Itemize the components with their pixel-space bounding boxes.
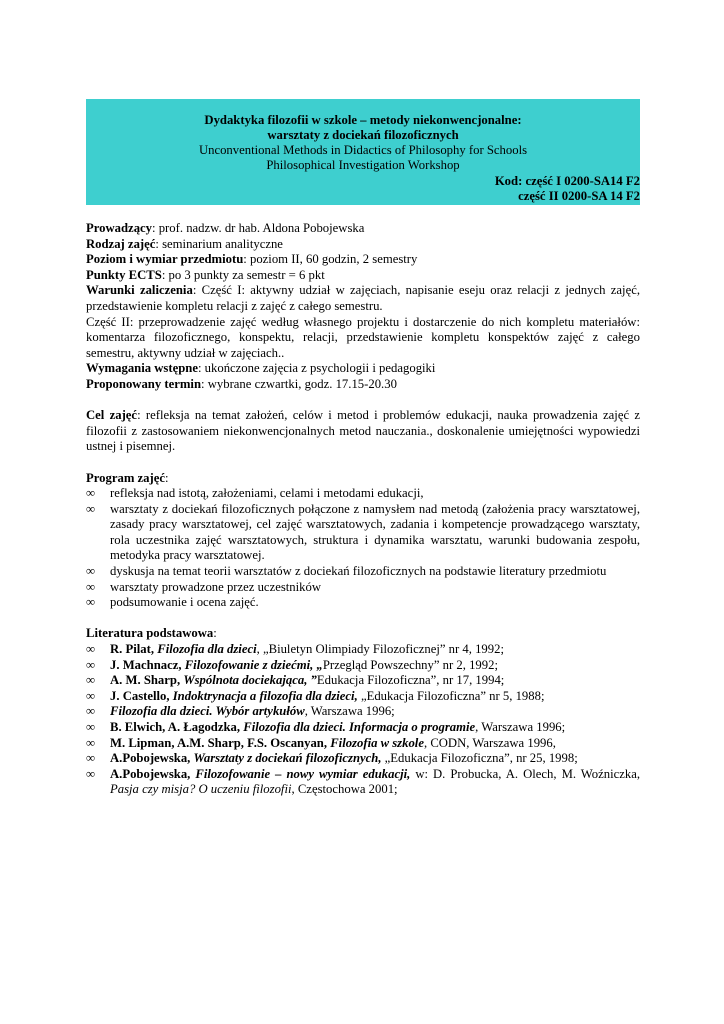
info-label: Prowadzący [86,221,153,235]
info-value: : seminarium analityczne [155,236,283,251]
info-value: : po 3 punkty za semestr = 6 pkt [161,267,325,282]
list-item: ∞ J. Machnacz, Filozofowanie z dziećmi, „Przegląd Powszechny” nr 2, 1992; [86,657,498,672]
list-item: ∞ A.Pobojewska, Warsztaty z dociekań filozoficznych, „Edukacja Filozoficzna”, nr 25, 1998; [86,751,578,766]
cel-section [86,408,640,455]
program-label: Program zajęć [86,470,166,485]
list-item: ∞ J. Castello, Indoktrynacja a filozofia dla dzieci, „Edukacja Filozoficzna” nr 5, 1988; [86,688,545,703]
infinity-bullet-icon: ∞ [86,688,96,703]
info-label: Rodzaj zajęć [86,236,156,251]
course-code-part-1: Kod: część I 0200-SA14 F2 [494,174,640,188]
title-english-line-2: Philosophical Investigation Workshop [266,158,460,172]
program-list [86,486,640,611]
list-item: ∞ A. M. Sharp, Wspólnota dociekająca, ”Edukacja Filozoficzna”, nr 17, 1994; [86,673,505,688]
list-item: ∞ A.Pobojewska, Filozofowanie – nowy wymiar edukacji, w: D. Probucka, A. Olech, M. Woźniczka, Pasja czy misja? O uczeniu filozofii, Częstochowa 2001; [86,766,641,797]
info-label: Proponowany termin [86,376,202,391]
infinity-bullet-icon: ∞ [86,751,96,766]
infinity-bullet-icon: ∞ [86,579,96,594]
list-item: ∞ Filozofia dla dzieci. Wybór artykułów, Warszawa 1996; [86,704,395,719]
list-item: ∞ podsumowanie i ocena zajęć. [86,595,259,610]
document-body [86,221,640,798]
info-wymagania [86,361,640,377]
infinity-bullet-icon: ∞ [86,720,96,734]
list-item: ∞ M. Lipman, A.M. Sharp, F.S. Oscanyan, Filozofia w szkole, CODN, Warszawa 1996, [86,735,556,750]
info-warunki [86,283,640,314]
info-poziom [86,252,640,268]
infinity-bullet-icon: ∞ [86,735,96,750]
infinity-bullet-icon: ∞ [86,673,96,688]
info-value: : poziom II, 60 godzin, 2 semestry [243,252,418,267]
title-english-line-1: Unconventional Methods in Didactics of Philosophy for Schools [198,143,528,157]
list-item: ∞ warsztaty prowadzone przez uczestników [86,579,322,594]
title-polish-line-1: Dydaktyka filozofii w szkole – metody niekonwencjonalne: [204,113,522,127]
infinity-bullet-icon: ∞ [86,564,96,579]
program-heading: Program zajęć: [86,470,169,485]
info-label: Wymagania wstępne [86,361,198,376]
info-warunki-part-2: Część II: przeprowadzenie zajęć według własnego projektu i dostarczenie do nich kompletu materiałów: komentarza filozoficznego, konspektu, relacji, przedstawienie kompletu konspektów zajęć z całego semestru, aktywny udział w zajęciach.. [86,314,640,360]
info-label: Warunki zaliczenia [86,283,193,298]
cel-label: Cel zajęć [86,408,138,423]
literatura-label: Literatura podstawowa [86,626,214,641]
infinity-bullet-icon: ∞ [86,657,96,672]
info-value: : ukończone zajęcia z psychologii i pedagogiki [197,361,436,376]
info-value: : wybrane czwartki, godz. 17.15-20.30 [201,376,397,391]
infinity-bullet-icon: ∞ [86,486,96,501]
list-item: ∞ refleksja nad istotą, założeniami, celami i metodami edukacji, [86,486,424,501]
list-item: ∞ B. Elwich, A. Łagodzka, Filozofia dla dzieci. Informacja o programie, Warszawa 1996; [86,720,566,734]
list-item: ∞ dyskusja na temat teorii warsztatów z dociekań filozoficznych na podstawie literatury przedmiotu [86,564,607,579]
info-value: : Część I: aktywny udział w zajęciach, napisanie eseju oraz relacji z jednych zajęć, przedstawienie kompletu relacji z zajęć z całego semestru. [86,283,641,313]
infinity-bullet-icon: ∞ [86,704,96,719]
info-value: : prof. nadzw. dr hab. Aldona Pobojewska [152,221,365,235]
infinity-bullet-icon: ∞ [86,642,96,657]
info-prowadzacy [86,221,640,237]
cel-value: : refleksja na temat założeń, celów i metod i problemów edukacji, nauka prowadzenia zajęć z filozofii z zastosowaniem niekonwencjonalnych metod nauczania., doskonalenie umiejętności wypowiedzi ustnej i pisemnej. [86,408,640,454]
title-polish-line-2: warsztaty z dociekań filozoficznych [267,128,459,142]
info-ects [86,268,640,284]
infinity-bullet-icon: ∞ [86,501,96,516]
course-code-part-2: część II 0200-SA 14 F2 [518,189,640,203]
list-item: ∞ warsztaty z dociekań filozoficznych połączone z namysłem nad metodą (założenia pracy warsztatowej, zasady pracy warsztatowej, cel zajęć warsztatowych, zadania i kompetencje prowadzącego warsztaty, rola uczestnika zajęć warsztatowych, struktura i dynamika warsztatu, warunki budowania zespołu, metodyka pracy warsztatowej. [86,501,640,563]
info-termin [86,377,640,393]
literatura-list [86,642,640,798]
list-item: ∞ R. Pilat, Filozofia dla dzieci, „Biuletyn Olimpiady Filozoficznej” nr 4, 1992; [86,642,504,657]
course-header [86,99,640,205]
infinity-bullet-icon: ∞ [86,595,96,610]
info-rodzaj [86,237,640,253]
info-label: Punkty ECTS [86,267,162,282]
literatura-heading: Literatura podstawowa: [86,626,217,641]
infinity-bullet-icon: ∞ [86,766,96,781]
info-label: Poziom i wymiar przedmiotu [86,252,244,267]
